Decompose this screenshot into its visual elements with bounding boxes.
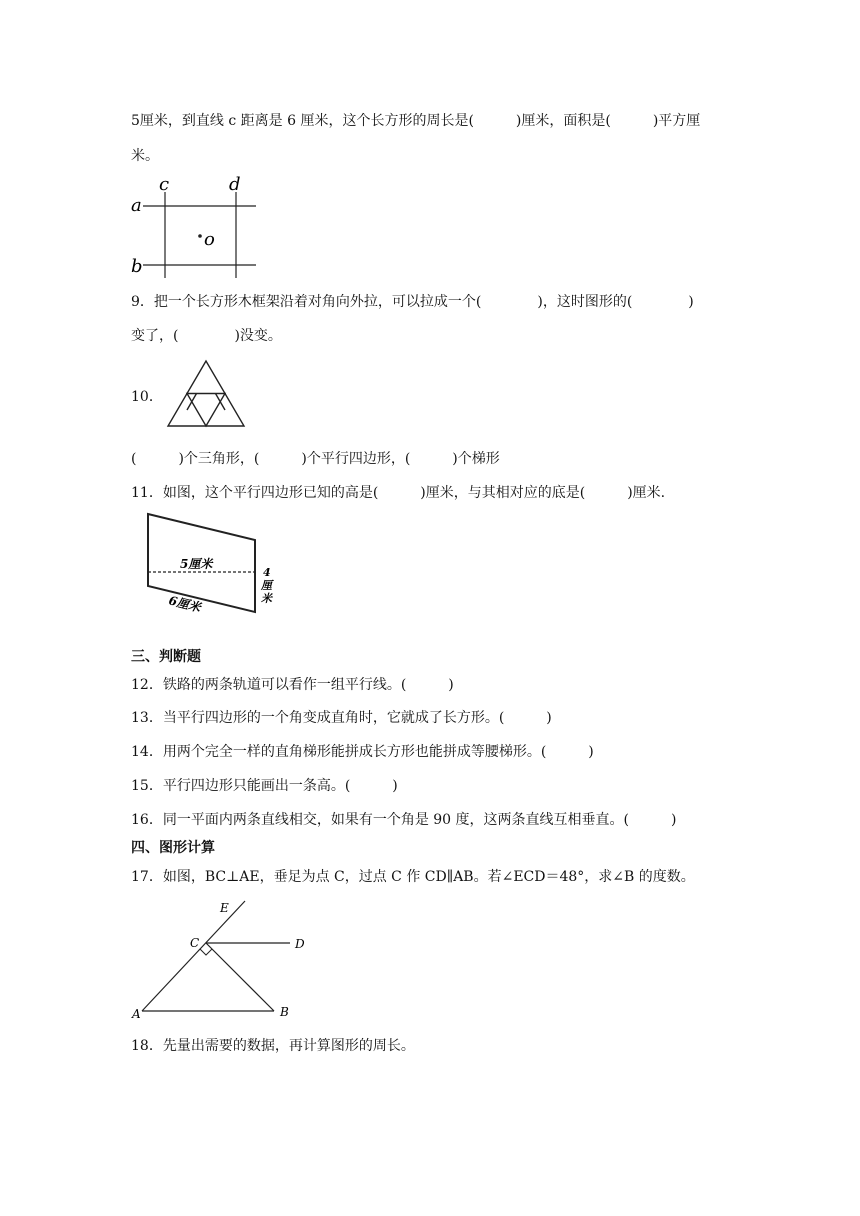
q10-number: 10． [131, 389, 163, 405]
base-label-6: 6厘米 [167, 593, 203, 615]
q11-text: 11．如图，这个平行四边形已知的高是( )厘米，与其相对应的底是( )厘米. [131, 485, 666, 501]
point-label-o: o [204, 229, 215, 250]
q9-text-line1: 9．把一个长方形木框架沿着对角向外拉，可以拉成一个( )，这时图形的( ) [131, 294, 694, 310]
q14-text: 14．用两个完全一样的直角梯形能拼成长方形也能拼成等腰梯形。( ) [131, 744, 594, 760]
q15-text: 15．平行四边形只能画出一条高。( ) [131, 778, 398, 794]
q11-figure-parallelogram [140, 510, 285, 620]
q16-text: 16．同一平面内两条直线相交，如果有一个角是 90 度，这两条直线互相垂直。( ) [131, 812, 677, 828]
q12-text: 12．铁路的两条轨道可以看作一组平行线。( ) [131, 677, 454, 693]
q9-text-line2: 变了，( )没变。 [131, 328, 282, 344]
line-label-d: d [229, 174, 241, 195]
point-label-C: C [190, 936, 200, 950]
q13-text: 13．当平行四边形的一个角变成直角时，它就成了长方形。( ) [131, 710, 552, 726]
point-label-A: A [132, 1007, 141, 1021]
height-label-li: 厘 [261, 579, 272, 592]
height-label-num: 4 [263, 566, 271, 579]
line-label-a: a [131, 195, 142, 216]
q8-figure-rectangle-lines [128, 174, 263, 279]
q17-figure-triangle [130, 895, 310, 1025]
point-label-E: E [220, 901, 229, 915]
q8-text-line2: 米。 [131, 148, 159, 164]
line-label-b: b [131, 256, 143, 277]
height-label-mi: 米 [261, 592, 272, 605]
point-label-B: B [280, 1005, 289, 1019]
point-label-D: D [295, 937, 305, 951]
section3-title: 三、判断题 [131, 649, 201, 665]
base-label-5: 5厘米 [180, 557, 213, 571]
q18-text: 18．先量出需要的数据，再计算图形的周长。 [131, 1038, 415, 1054]
section4-title: 四、图形计算 [131, 840, 215, 856]
q10-figure-triangles [164, 358, 274, 430]
q10-answer-line: ( )个三角形，( )个平行四边形，( )个梯形 [131, 451, 500, 467]
q17-text: 17．如图，BC⊥AE，垂足为点 C，过点 C 作 CD∥AB。若∠ECD＝48°，求∠B 的度数。 [131, 869, 695, 885]
line-label-c: c [159, 174, 170, 195]
q8-text-line1: 5厘米，到直线 c 距离是 6 厘米，这个长方形的周长是( )厘米，面积是( )平方厘 [131, 113, 701, 129]
